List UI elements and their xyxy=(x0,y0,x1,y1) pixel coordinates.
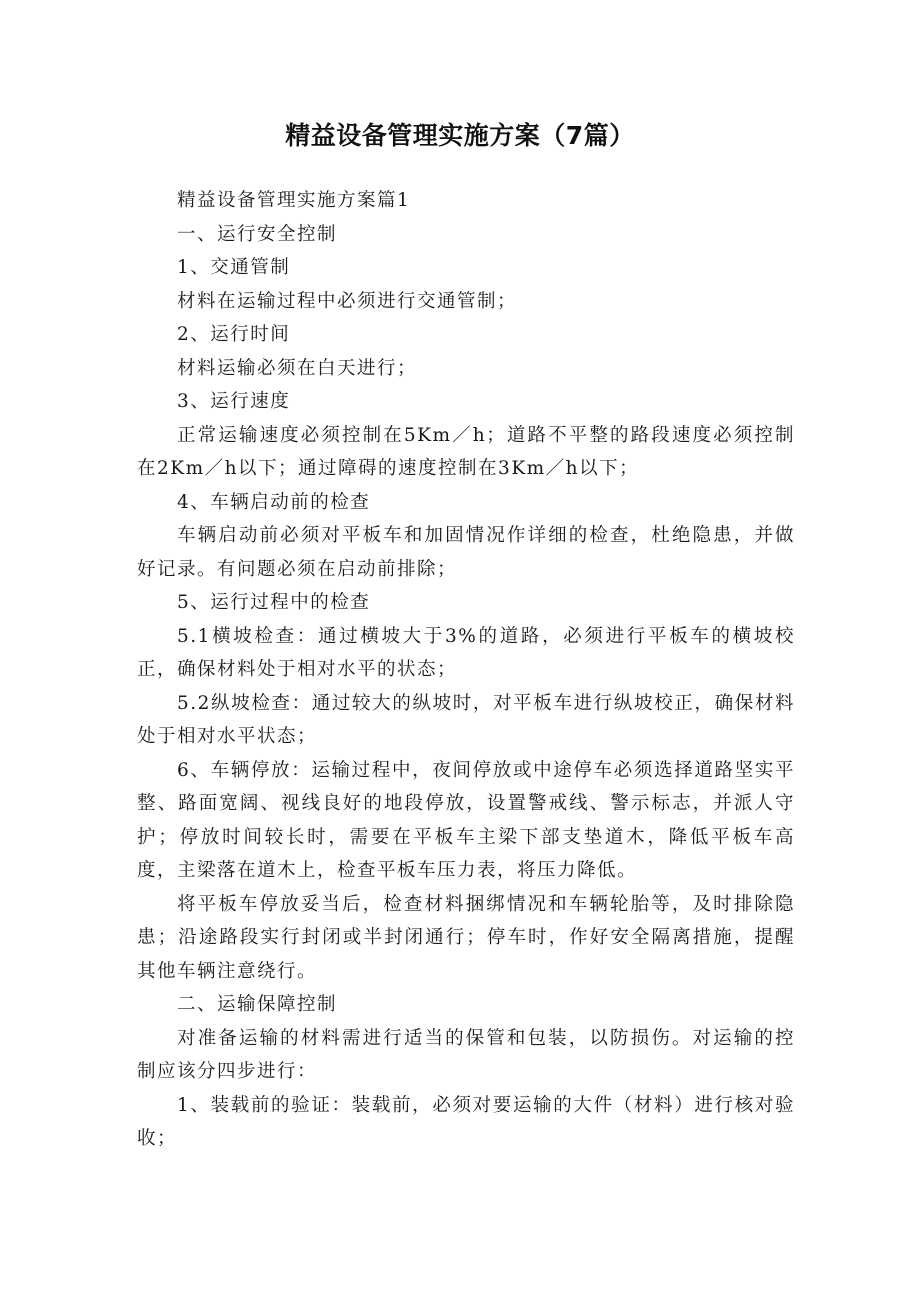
paragraph: 将平板车停放妥当后，检查材料捆绑情况和车辆轮胎等，及时排除隐患；沿途路段实行封闭或半封闭通行；停车时，作好安全隔离措施，提醒其他车辆注意绕行。 xyxy=(137,893,795,982)
paragraph-subheading: 2、运行时间 xyxy=(177,324,291,345)
paragraph: 材料在运输过程中必须进行交通管制； xyxy=(177,290,518,312)
document-body xyxy=(137,184,795,1156)
paragraph: 材料运输必须在白天进行； xyxy=(177,357,418,379)
paragraph-subheading: 4、车辆启动前的检查 xyxy=(177,491,371,513)
paragraph: 正常运输速度必须控制在5Km／h；道路不平整的路段速度必须控制在2Km／h以下；通过障碍的速度控制在3Km／h以下； xyxy=(137,424,795,479)
paragraph: 对准备运输的材料需进行适当的保管和包装，以防损伤。对运输的控制应该分四步进行： xyxy=(137,1027,795,1082)
paragraph-heading-2: 二、运输保障控制 xyxy=(177,994,338,1015)
paragraph-subheading: 3、运行速度 xyxy=(177,391,291,412)
paragraph-heading-1: 一、运行安全控制 xyxy=(177,223,338,245)
paragraph: 1、装载前的验证：装载前，必须对要运输的大件（材料）进行核对验收； xyxy=(137,1094,795,1149)
document-title: 精益设备管理实施方案（7篇） xyxy=(285,121,635,150)
paragraph: 车辆启动前必须对平板车和加固情况作详细的检查，杜绝隐患，并做好记录。有问题必须在启动前排除； xyxy=(137,525,795,580)
paragraph-subheading: 1、交通管制 xyxy=(177,257,291,278)
paragraph: 5.2纵坡检查：通过较大的纵坡时，对平板车进行纵坡校正，确保材料处于相对水平状态； xyxy=(137,692,795,747)
paragraph: 5.1横坡检查：通过横坡大于3%的道路，必须进行平板车的横坡校正，确保材料处于相对水平的状态； xyxy=(137,625,795,680)
paragraph-subheading: 5、运行过程中的检查 xyxy=(177,592,371,613)
paragraph: 6、车辆停放：运输过程中，夜间停放或中途停车必须选择道路坚实平整、路面宽阔、视线良好的地段停放，设置警戒线、警示标志，并派人守护；停放时间较长时，需要在平板车主梁下部支垫道木，降低平板车高度，主梁落在道木上，检查平板车压力表，将压力降低。 xyxy=(137,759,795,881)
paragraph-section-heading: 精益设备管理实施方案篇1 xyxy=(177,190,411,211)
